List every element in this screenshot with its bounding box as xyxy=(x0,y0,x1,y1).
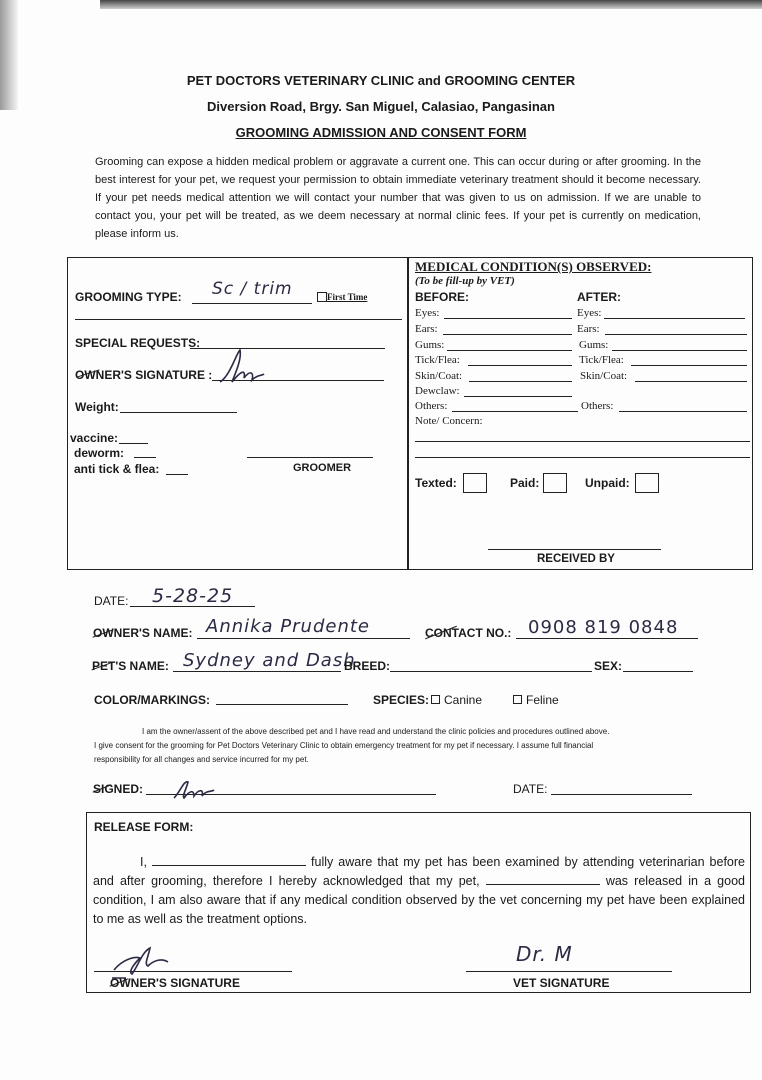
consent-line-3: responsibility for all changes and service incurred for my pet. xyxy=(94,755,309,764)
color-markings-label: COLOR/MARKINGS: xyxy=(94,693,210,707)
date-value[interactable]: 5-28-25 xyxy=(152,585,234,607)
signed-label: SIGNED: xyxy=(93,782,144,796)
after-label: AFTER: xyxy=(577,290,621,304)
release-text-c: was released in a good condition, I am also aware that if any medical condition observed by the vet concerning my pet have been explained to me as well as the treatment options. xyxy=(93,874,745,926)
paid-label: Paid: xyxy=(510,476,540,490)
scan-shadow-top xyxy=(100,0,762,9)
after-others-label: Others: xyxy=(581,400,614,412)
release-text-a: I, xyxy=(140,855,147,869)
texted-label: Texted: xyxy=(415,476,457,490)
unpaid-checkbox[interactable] xyxy=(635,473,659,493)
signed-date-label: DATE: xyxy=(513,782,548,796)
first-time-label: First Time xyxy=(327,292,368,302)
before-ears-label: Ears: xyxy=(415,323,438,335)
species-canine-option[interactable] xyxy=(431,693,482,707)
species-label: SPECIES: xyxy=(373,693,430,707)
vet-fill-note: (To be fill-up by VET) xyxy=(415,275,515,287)
before-skin-coat-label: Skin/Coat: xyxy=(415,370,463,382)
release-owner-name-blank[interactable] xyxy=(152,853,306,866)
sex-label: SEX: xyxy=(594,659,623,673)
before-dewclaw-label: Dewclaw: xyxy=(415,385,460,397)
clinic-address: Diversion Road, Brgy. San Miguel, Calasiao, Pangasinan xyxy=(207,99,555,114)
after-tick-flea-label: Tick/Flea: xyxy=(579,354,624,366)
owner-signature-label: OWNER'S SIGNATURE : xyxy=(75,368,213,382)
release-paragraph xyxy=(93,853,745,929)
release-title: RELEASE FORM: xyxy=(94,820,194,834)
feline-checkbox[interactable] xyxy=(513,695,522,704)
pet-name-value[interactable]: Sydney and Dash xyxy=(183,650,356,671)
after-skin-coat-label: Skin/Coat: xyxy=(580,370,628,382)
breed-label: BREED: xyxy=(344,659,391,673)
deworm-label: deworm: xyxy=(74,446,125,460)
canine-checkbox[interactable] xyxy=(431,695,440,704)
medical-condition-title: MEDICAL CONDITION(S) OBSERVED: xyxy=(415,259,652,274)
panel-divider xyxy=(407,257,409,570)
note-concern-label: Note/ Concern: xyxy=(415,415,483,427)
canine-label: Canine xyxy=(444,693,483,707)
before-tick-flea-label: Tick/Flea: xyxy=(415,354,460,366)
texted-checkbox[interactable] xyxy=(463,473,487,493)
after-ears-label: Ears: xyxy=(577,323,600,335)
release-pet-name-blank[interactable] xyxy=(486,872,600,885)
release-owner-signature-label: OWNER'S SIGNATURE xyxy=(110,976,240,990)
special-requests-label: SPECIAL REQUESTS: xyxy=(75,336,201,350)
vaccine-label: vaccine: xyxy=(70,431,119,445)
vet-signature-value[interactable]: Dr. M xyxy=(516,942,573,966)
before-gums-label: Gums: xyxy=(415,339,445,351)
feline-label: Feline xyxy=(526,693,559,707)
received-by-label: RECEIVED BY xyxy=(537,553,615,565)
owner-name-label: OWNER'S NAME: xyxy=(93,626,193,640)
groomer-label: GROOMER xyxy=(293,462,352,474)
unpaid-label: Unpaid: xyxy=(585,476,630,490)
grooming-type-value[interactable]: Sc / trim xyxy=(212,279,293,299)
intro-paragraph: Grooming can expose a hidden medical problem or aggravate a current one. This can occur during or after grooming. In the best interest for your pet, we request your permission to obtain immediate veterinary treatment should it become necessary. If your pet needs medical attention we will contact your number that was given to us on admission. If we are unable to contact you, your pet will be treated, as we deem necessary at normal clinic fees. If your pet is currently on medication, please inform us. xyxy=(95,156,701,240)
consent-line-1: I am the owner/assent of the above described pet and I have read and understand the clinic policies and procedures outlined above. xyxy=(142,727,610,736)
species-feline-option[interactable] xyxy=(513,693,559,707)
first-time-checkbox[interactable] xyxy=(317,292,327,302)
weight-label: Weight: xyxy=(75,400,119,414)
contact-label: CONTACT NO.: xyxy=(425,626,512,640)
clinic-name: PET DOCTORS VETERINARY CLINIC and GROOMING CENTER xyxy=(186,73,576,88)
owner-name-value[interactable]: Annika Prudente xyxy=(206,616,371,637)
form-title: GROOMING ADMISSION AND CONSENT FORM xyxy=(235,125,527,140)
anti-tick-flea-label: anti tick & flea: xyxy=(74,462,160,476)
before-eyes-label: Eyes: xyxy=(415,307,440,319)
signed-signature-scribble[interactable] xyxy=(170,776,218,804)
release-text-b: fully aware that my pet has been examined by attending veterinarian before and after grooming, therefore I hereby acknowledged that my pet, xyxy=(93,855,745,888)
contact-value[interactable]: 0908 819 0848 xyxy=(528,617,679,638)
vet-signature-label: VET SIGNATURE xyxy=(513,976,610,990)
date-label: DATE: xyxy=(94,594,129,608)
grooming-type-label: GROOMING TYPE: xyxy=(75,290,182,304)
pet-name-label: PET'S NAME: xyxy=(92,659,169,673)
paid-checkbox[interactable] xyxy=(543,473,567,493)
owner-signature-scribble[interactable] xyxy=(214,346,268,390)
after-eyes-label: Eyes: xyxy=(577,307,602,319)
scan-shadow-left xyxy=(0,0,18,110)
before-others-label: Others: xyxy=(415,400,448,412)
after-gums-label: Gums: xyxy=(579,339,609,351)
before-label: BEFORE: xyxy=(415,290,469,304)
consent-line-2: I give consent for the grooming for Pet Doctors Veterinary Clinic to obtain emergency treatment for my pet if necessary. I assume full financial xyxy=(94,741,594,750)
